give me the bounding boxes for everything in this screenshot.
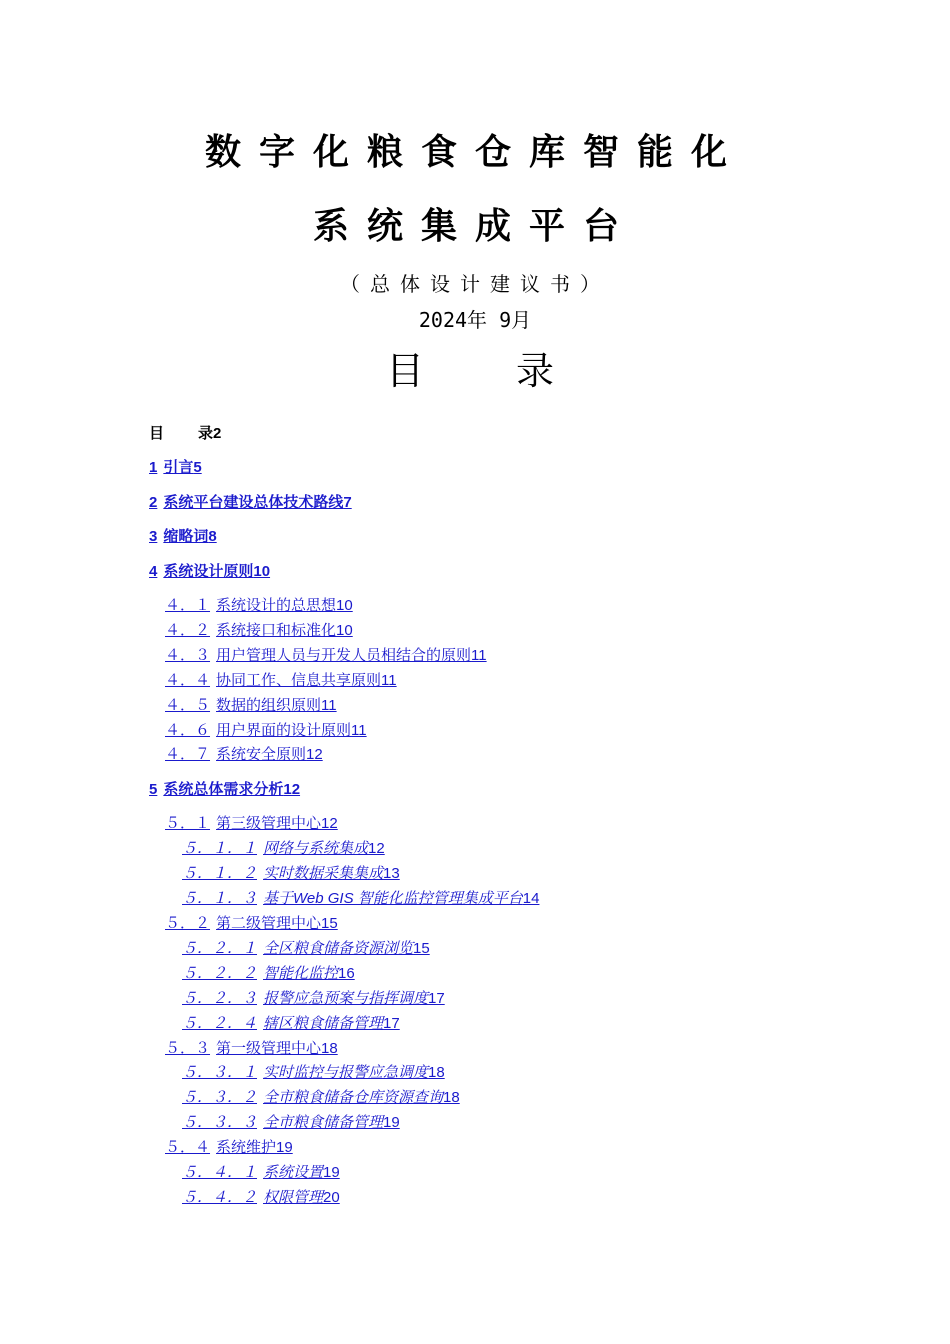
toc-self-label-b: 录: [198, 425, 214, 442]
toc-entry-number: ５．３．１: [182, 1064, 258, 1082]
toc-entry-level1[interactable]: [149, 525, 217, 546]
toc-entry-page: 19: [323, 1164, 340, 1181]
toc-entry-level2[interactable]: [165, 644, 487, 665]
toc-entry-number: 1: [149, 459, 158, 476]
toc-entry-level3[interactable]: [182, 887, 539, 908]
toc-entry-page: 16: [338, 964, 355, 982]
toc-entry-number: ５．２．４: [182, 1014, 258, 1032]
toc-entry-number: ５．３: [165, 1039, 211, 1057]
toc-entry-page: 12: [368, 840, 385, 858]
toc-entry-number: ５．２．３: [182, 989, 258, 1007]
toc-entry-level3[interactable]: [182, 987, 445, 1008]
toc-entry-number: ５．１．３: [182, 890, 258, 908]
toc-self-label-a: 目: [149, 425, 165, 442]
toc-entry-page: 15: [321, 915, 338, 932]
toc-entry-level2[interactable]: [165, 719, 367, 740]
toc-entry-number: ５．４．２: [182, 1188, 258, 1206]
toc-entry-level1[interactable]: [149, 778, 300, 799]
toc-entry-text: 网络与系统集成: [263, 840, 369, 858]
toc-entry-number: ５．１: [165, 815, 211, 833]
toc-entry-page: 10: [336, 621, 353, 639]
toc-entry-page: 17: [428, 989, 445, 1007]
toc-entry-page: 12: [321, 815, 338, 833]
toc-entry-text: 系统平台建设总体技术路线: [163, 493, 344, 511]
toc-entry-level1[interactable]: [149, 491, 352, 512]
toc-entry-number: 2: [149, 493, 158, 511]
toc-entry-level3[interactable]: [182, 837, 385, 858]
toc-entry-number: ４．４: [165, 671, 211, 689]
toc-entry-level3[interactable]: [182, 1161, 340, 1182]
toc-entry-text: 全市粮食储备仓库资源查询: [263, 1089, 444, 1107]
toc-entry-page: 8: [208, 528, 217, 545]
toc-entry-page: 18: [428, 1064, 445, 1082]
toc-entry-level1[interactable]: [149, 456, 202, 477]
toc-entry-page: 7: [343, 493, 352, 511]
toc-entry-page: 10: [253, 562, 271, 580]
toc-entry-level3[interactable]: [182, 1111, 400, 1132]
toc-entry-level3[interactable]: [182, 937, 430, 958]
toc-entry-number: ５．２．２: [182, 964, 258, 982]
toc-entry-text: 数据的组织原则: [216, 696, 322, 714]
toc-self-page: 2: [213, 425, 222, 442]
toc-entry-text: 系统总体需求分析: [163, 780, 284, 798]
toc-entry-text: 报警应急预案与指挥调度: [263, 989, 429, 1007]
toc-entry-level2[interactable]: [165, 594, 353, 615]
toc-entry-text: 系统设计原则: [163, 562, 254, 580]
toc-entry-text: 辖区粮食储备管理: [263, 1014, 384, 1032]
toc-entry-text: 系统维护: [216, 1139, 277, 1157]
toc-entry-page: 18: [443, 1089, 460, 1107]
toc-entry-number: ４．５: [165, 696, 211, 714]
toc-entry-page: 18: [321, 1039, 338, 1057]
toc-entry-level2[interactable]: [165, 912, 338, 933]
toc-entry-number: ５．１．２: [182, 865, 258, 883]
toc-entry-text: 系统安全原则: [216, 746, 307, 764]
toc-entry-level2[interactable]: [165, 619, 353, 640]
document-subtitle: （总体设计建议书）: [340, 272, 610, 296]
document-date: 2024年 9月: [418, 308, 532, 332]
toc-entry-text: 实时监控与报警应急调度: [263, 1064, 429, 1082]
toc-entry-page: 11: [381, 671, 397, 689]
toc-entry-number: ５．１．１: [182, 840, 258, 858]
toc-entry-text: 基于Web GIS 智能化监控管理集成平台: [263, 890, 523, 908]
toc-entry-text: 全市粮食储备管理: [263, 1114, 384, 1132]
toc-entry-text: 系统设置: [263, 1164, 324, 1181]
toc-entry-text: 协同工作、信息共享原则: [216, 671, 382, 689]
toc-entry-page: 19: [383, 1114, 400, 1132]
toc-entry-number: ５．４: [165, 1139, 211, 1157]
toc-entry-level3[interactable]: [182, 1086, 460, 1107]
toc-entry-number: ５．３．３: [182, 1114, 258, 1132]
toc-entry-page: 11: [351, 721, 367, 739]
toc-entry-text: 缩略词: [163, 528, 209, 545]
toc-entry-text: 系统设计的总思想: [216, 597, 337, 614]
toc-entry-text: 用户界面的设计原则: [216, 721, 352, 739]
toc-entry-text: 智能化监控: [263, 964, 339, 982]
toc-entry-level2[interactable]: [165, 669, 397, 690]
document-title-line1: 数字化粮食仓库智能化: [204, 131, 745, 173]
toc-entry-level3[interactable]: [182, 1061, 445, 1082]
toc-entry-text: 实时数据采集集成: [263, 865, 384, 883]
toc-entry-level3[interactable]: [182, 1186, 340, 1207]
toc-entry-level1[interactable]: [149, 560, 270, 581]
toc-entry-page: 13: [383, 865, 400, 883]
toc-entry-number: ５．４．１: [182, 1164, 258, 1181]
toc-entry-page: 5: [193, 459, 202, 476]
toc-entry-level2[interactable]: [165, 812, 338, 833]
toc-entry-level3[interactable]: [182, 1012, 400, 1033]
toc-entry-text: 系统接口和标准化: [216, 621, 337, 639]
toc-entry-page: 12: [283, 780, 301, 798]
toc-entry-page: 11: [321, 696, 337, 714]
toc-entry-page: 20: [323, 1188, 340, 1206]
toc-entry-text: 引言: [163, 459, 194, 476]
toc-entry-number: ４．７: [165, 746, 211, 764]
toc-entry-number: ４．２: [165, 621, 211, 639]
toc-entry-number: ５．２: [165, 915, 211, 932]
toc-entry-level2[interactable]: [165, 1037, 338, 1058]
toc-entry-number: 5: [149, 780, 158, 798]
toc-entry-page: 10: [336, 597, 353, 614]
toc-entry-level3[interactable]: [182, 862, 400, 883]
toc-entry-page: 15: [413, 939, 430, 957]
toc-entry-number: ５．３．２: [182, 1089, 258, 1107]
toc-entry-level2[interactable]: [165, 1136, 293, 1157]
toc-entry-text: 第三级管理中心: [216, 815, 322, 833]
toc-entry-number: ４．１: [165, 597, 211, 614]
toc-entry-level3[interactable]: [182, 962, 355, 983]
toc-entry-page: 14: [522, 890, 540, 908]
toc-entry-number: ４．３: [165, 646, 211, 664]
toc-entry-page: 11: [471, 646, 487, 664]
toc-entry-number: 3: [149, 528, 158, 545]
toc-entry-page: 19: [276, 1139, 293, 1157]
toc-entry-page: 12: [306, 746, 323, 764]
toc-entry-text: 第二级管理中心: [216, 915, 322, 932]
toc-entry-text: 权限管理: [263, 1188, 324, 1206]
toc-entry-text: 全区粮食储备资源浏览: [263, 939, 414, 957]
toc-entry-level2[interactable]: [165, 694, 337, 715]
document-title-line2: 系统集成平台: [312, 205, 637, 247]
toc-self-entry: [149, 422, 221, 443]
toc-heading: 目 录: [385, 349, 595, 393]
toc-entry-level2[interactable]: [165, 743, 323, 764]
toc-entry-number: ４．６: [165, 721, 211, 739]
toc-entry-number: 4: [149, 562, 158, 580]
toc-entry-page: 17: [383, 1014, 400, 1032]
toc-entry-number: ５．２．１: [182, 939, 258, 957]
toc-entry-text: 用户管理人员与开发人员相结合的原则: [216, 646, 472, 664]
toc-entry-text: 第一级管理中心: [216, 1039, 322, 1057]
